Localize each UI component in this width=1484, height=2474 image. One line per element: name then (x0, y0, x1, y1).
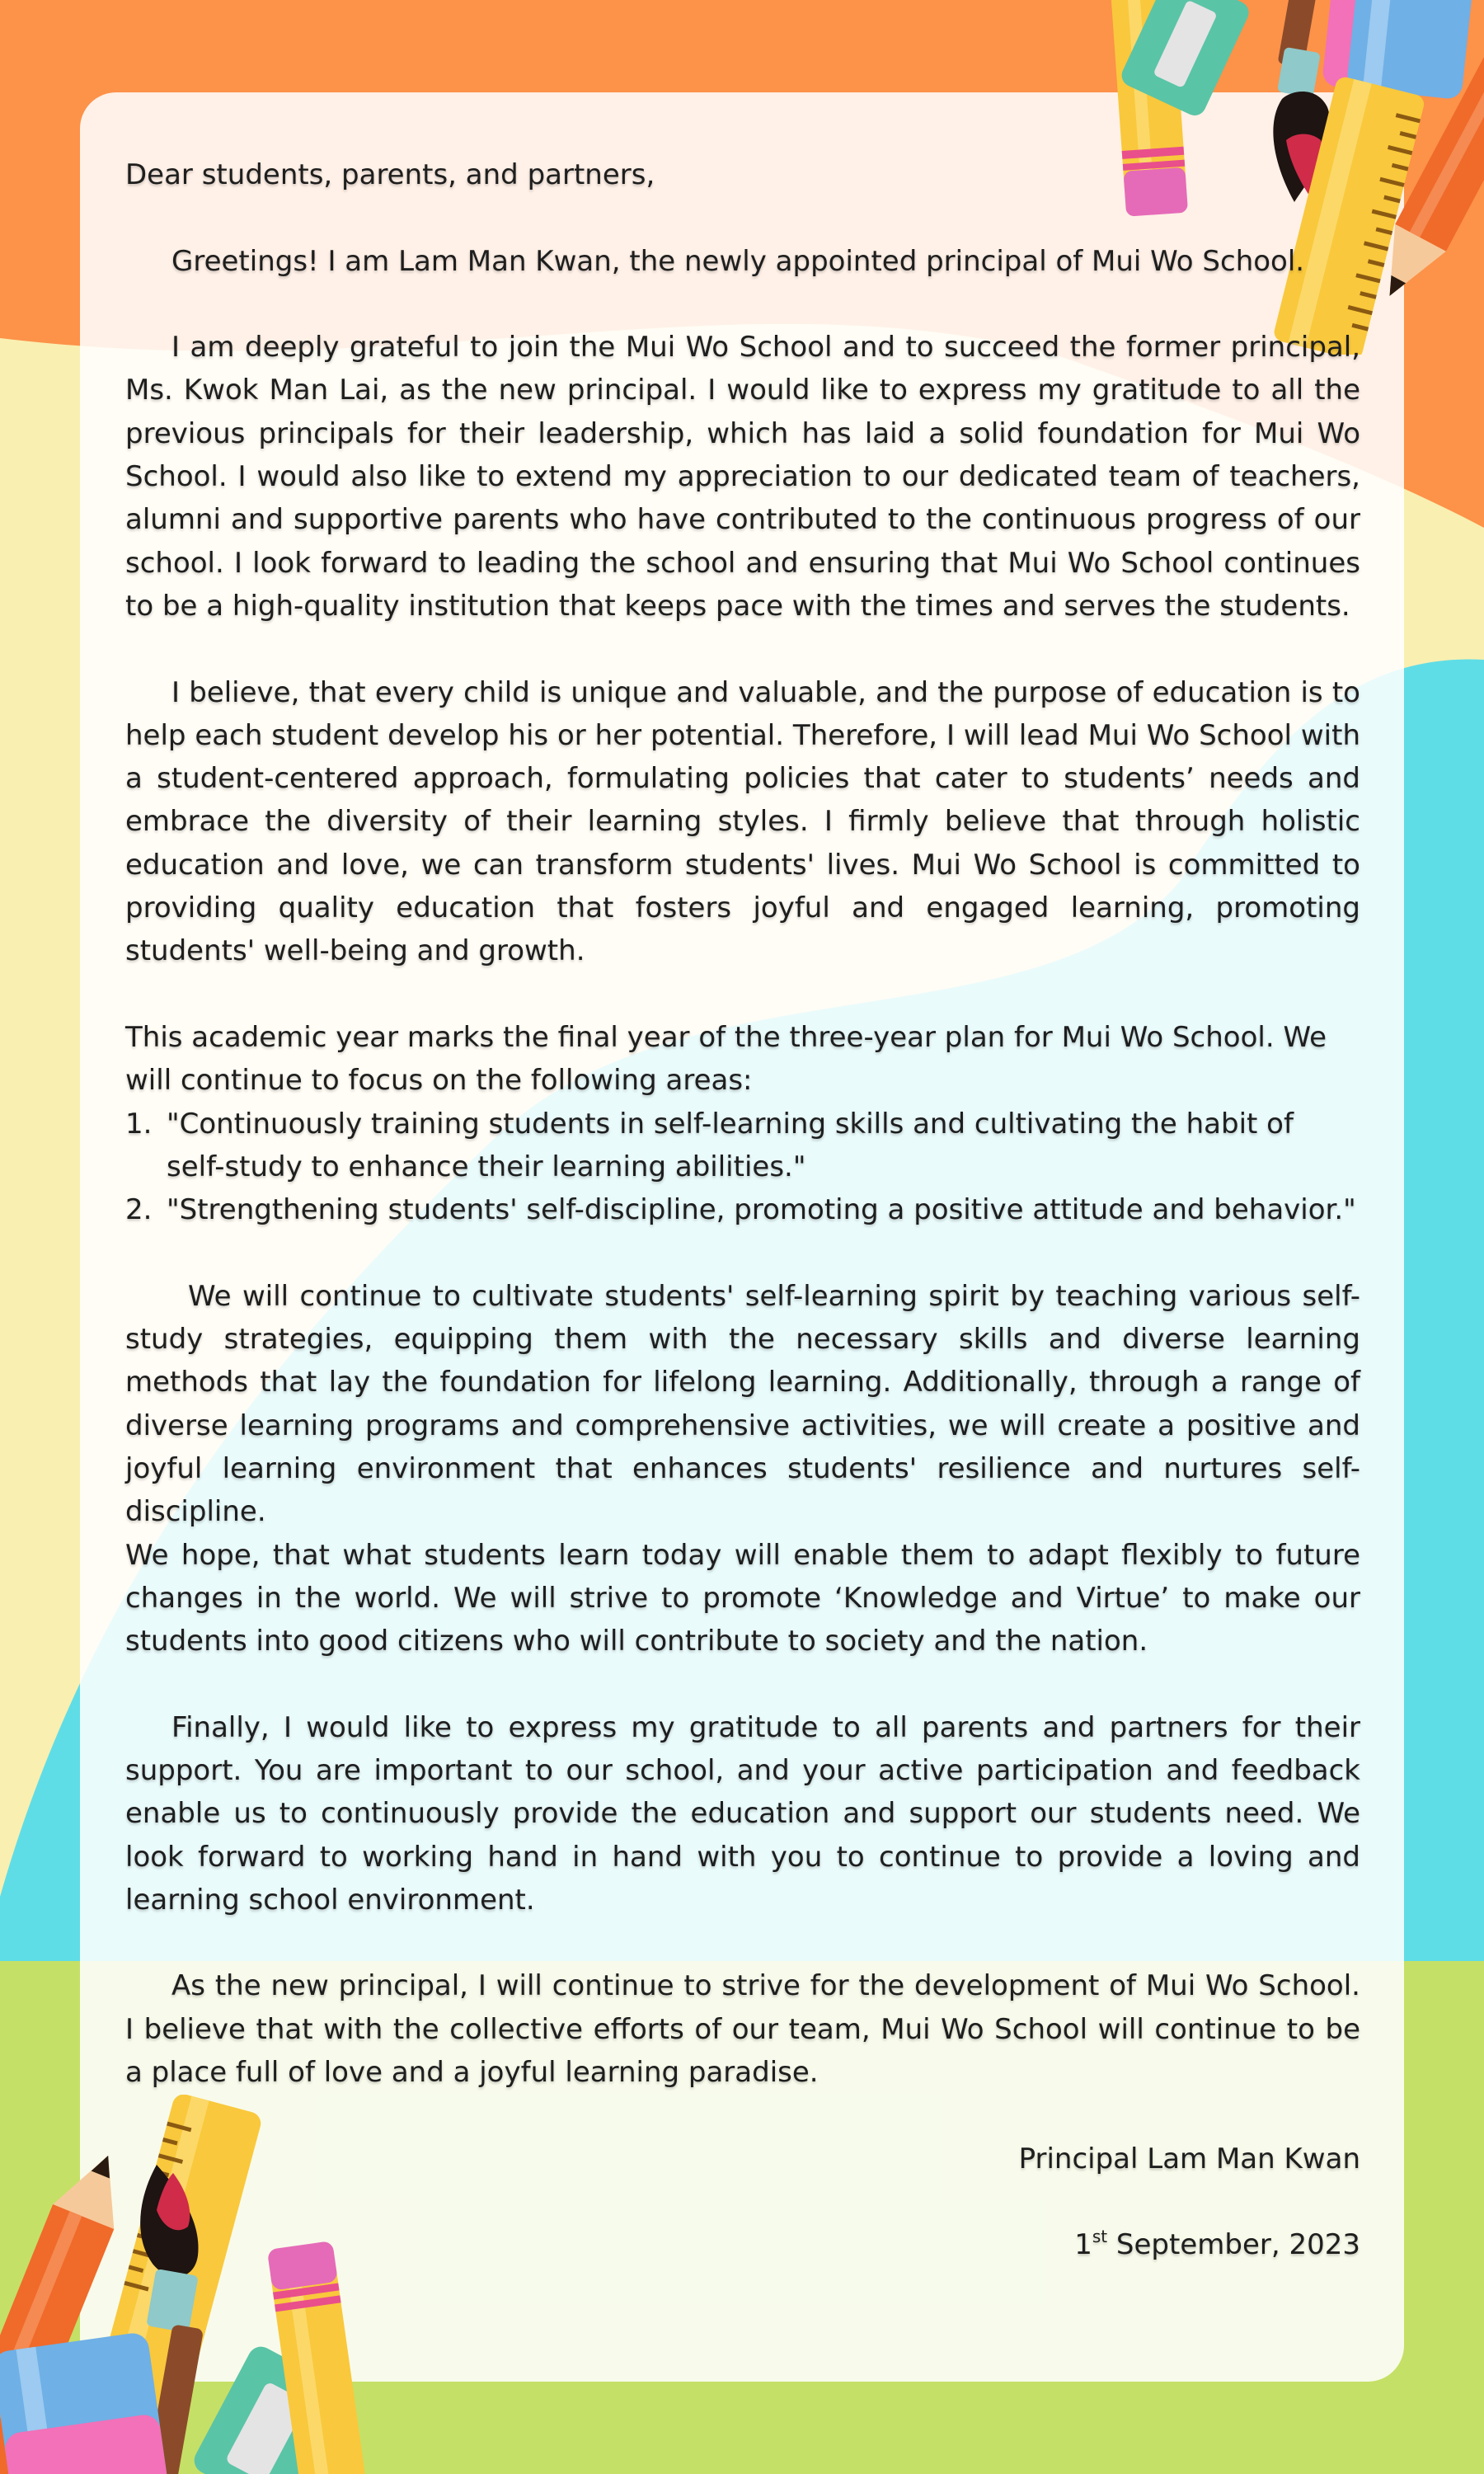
thanks-paragraph: Finally, I would like to express my gratitude to all parents and partners for their support. You are important to our school, and your active participation and feedback enable us to continuously provide the education and support our students need. We look forward to working hand in hand with you to continue to provide a loving and learning school environment. (125, 1710, 1360, 1917)
greeting-paragraph: Greetings! I am Lam Man Kwan, the newly appointed principal of Mui Wo School. (171, 244, 1305, 278)
belief-paragraph: I believe, that every child is unique and valuable, and the purpose of education is to help each student develop his or her potential. Therefore, I will lead Mui Wo School with a student-centered approach, formulating policies that cater to students’ needs and embrace the diversity of their learning styles. I firmly believe that through holistic education and love, we can transform students' lives. Mui Wo School is committed to providing quality education that fosters joyful and engaged learning, promoting students' well-being and growth. (125, 675, 1360, 968)
principal-letter (125, 153, 1360, 2267)
signature: Principal Lam Man Kwan (1018, 2142, 1360, 2175)
list-number: 1. (125, 1107, 153, 1141)
gratitude-paragraph: I am deeply grateful to join the Mui Wo School and to succeed the former principal, Ms. Kwok Man Lai, as the new principal. I would like to express my gratitude to all the previous principals for their leadership, which has laid a solid foundation for Mui Wo School. I would also like to extend my appreciation to our dedicated team of teachers, alumni and supportive parents who have contributed to the continuous progress of our school. I look forward to leading the school and ensuring that Mui Wo School continues to be a high-quality institution that keeps pace with the times and serves the students. (125, 331, 1360, 623)
letter-date (125, 2223, 1360, 2266)
date-suffix: st (1092, 2227, 1108, 2247)
hope-paragraph: We hope, that what students learn today will enable them to adapt flexibly to future changes in the world. We will strive to promote ‘Knowledge and Virtue’ to make our students into good citizens who will contribute to society and the nation. (125, 1538, 1360, 1658)
focus-area-item (125, 1188, 1360, 1231)
list-item-text: "Continuously training students in self-learning skills and cultivating the habit of self-study to enhance their learning abilities." (167, 1107, 1294, 1183)
focus-area-item (125, 1103, 1360, 1189)
list-item-text: "Strengthening students' self-discipline, promoting a positive attitude and behavior." (167, 1193, 1356, 1227)
plan-intro-paragraph: This academic year marks the final year of the three-year plan for Mui Wo School. We will continue to focus on the following areas: (125, 1020, 1327, 1098)
date-day: 1 (1074, 2228, 1092, 2262)
closing-paragraph: As the new principal, I will continue to strive for the development of Mui Wo School. I believe that with the collective efforts of our team, Mui Wo School will continue to be a place full of love and a joyful learning paradise. (125, 1969, 1360, 2090)
date-rest: September, 2023 (1107, 2228, 1360, 2262)
cultivate-paragraph: We will continue to cultivate students' self-learning spirit by teaching various self-study strategies, equipping them with the necessary skills and diverse learning methods that lay the foundation for lifelong learning. Additionally, through a range of diverse learning programs and comprehensive activities, we will create a positive and joyful learning environment that enhances students' resilience and nurtures self-discipline. (125, 1279, 1360, 1529)
salutation: Dear students, parents, and partners, (125, 158, 655, 191)
eraser-icon (0, 2331, 170, 2474)
list-number: 2. (125, 1193, 153, 1227)
